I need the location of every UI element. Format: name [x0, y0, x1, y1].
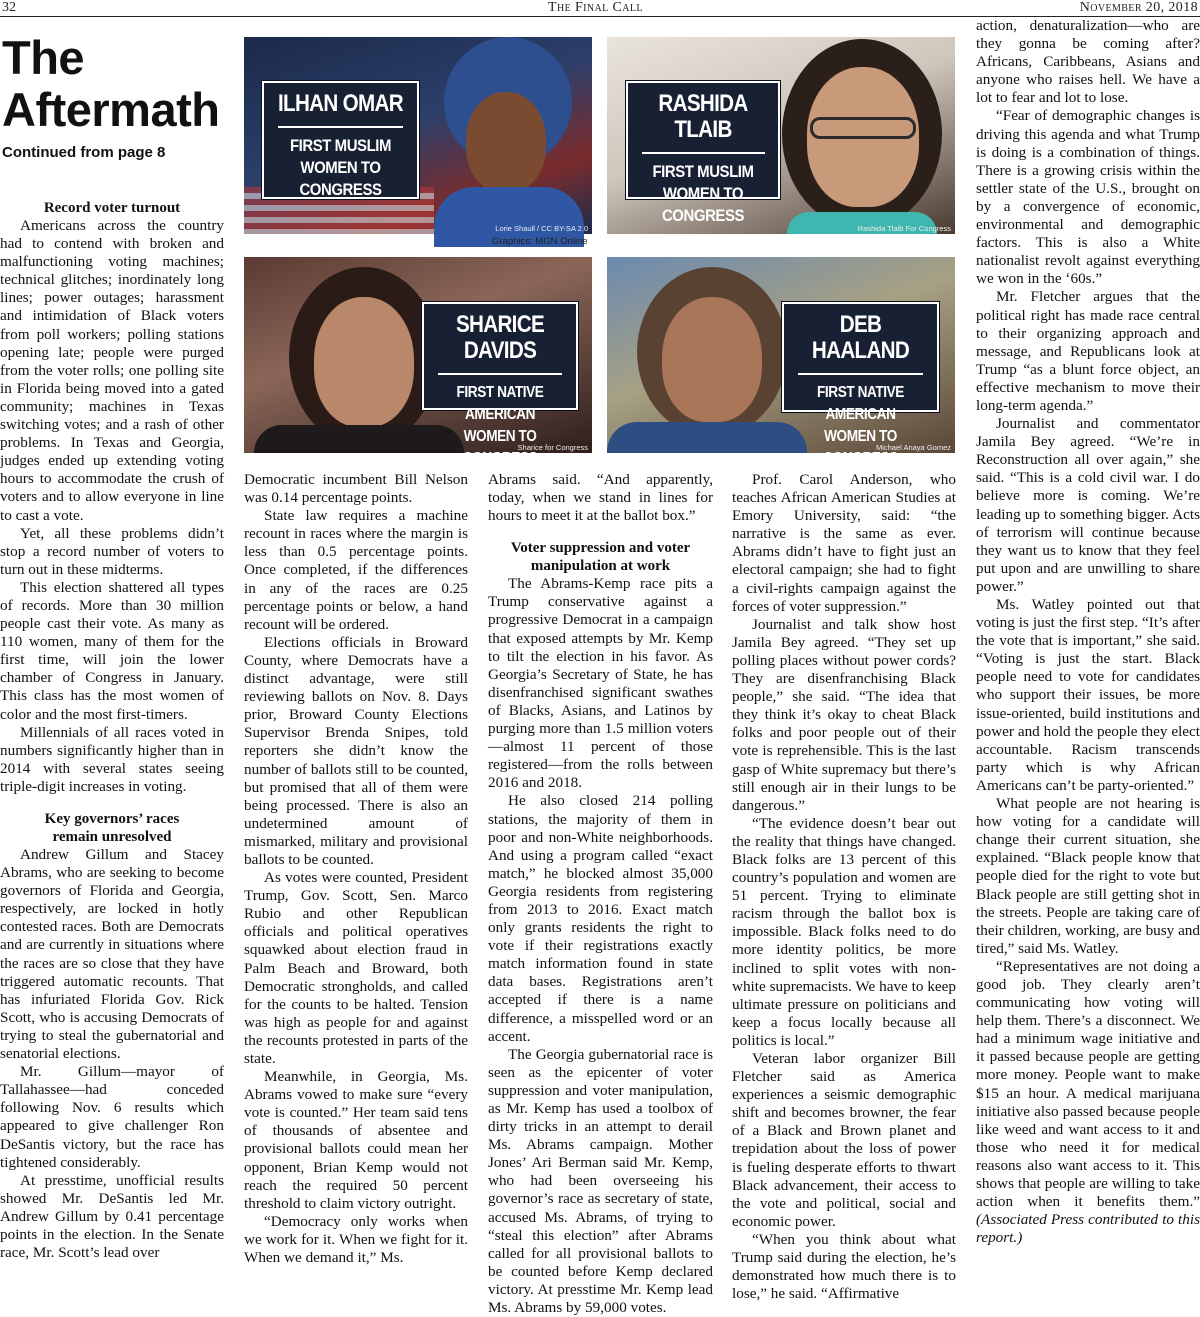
paragraph: At presstime, unofficial results showed Mr. DeSantis led Mr. Andrew Gillum by 0.41 percentage points in the election. In the Senate race, Mr. Scott’s lead over: [0, 1171, 224, 1262]
paragraph: The Georgia gubernatorial race is seen as the epicenter of voter suppression and voter manipulation, as Mr. Kemp has used a toolbox of dirty tricks in an attempt to derail Ms. Abrams campaign. Mother Jones’ Ari Berman said Mr. Kemp, who had been overseeing his governor’s race as secretary of state, accused Ms. Abrams, of trying to “steal this election” after Abrams called for all provisional ballots to be counted before Kemp declared victory. At presstime Mr. Kemp lead Ms. Abrams by 59,000 votes.: [488, 1045, 713, 1317]
headline-line-2: Aftermath: [2, 83, 220, 136]
continued-from-label: Continued from page 8: [2, 144, 166, 161]
paragraph: Millennials of all races voted in numbers significantly higher than in 2014 with several states seeing triple-digit increases in voting.: [0, 723, 224, 795]
article-column-5: [976, 17, 1200, 1298]
paragraph: Americans across the country had to contend with broken and malfunctioning voting machines; technical glitches; inordinately long lines; power outages; harassment and intimidation of Black voters from poll workers; polling stations opening late; people were purged from the voter rolls; one polling site in Florida being moved into a gated community; machines in Texas switching votes; and a rash of other problems. In Texas and Georgia, judges ended up extending voting hours to accommodate the crush of voters and to allow everyone in line to cast a vote.: [0, 217, 224, 524]
paragraph: He also closed 214 polling stations, the majority of them in poor and non-White neighborhoods. And using a program called “exact match,” he blocked almost 35,000 Georgia residents from registering from 2013 to 2016. Exact match only grants residents the right to vote if their registrations exactly match information found in state data bases. Registrations aren’t accepted if there is a name difference, a misspelled word or an accent.: [488, 792, 713, 1045]
page-header: [0, 0, 1200, 17]
subhead-voter-suppression: [488, 539, 713, 575]
paragraph: [976, 958, 1200, 1248]
paragraph: action, denaturalization—who are they gonna be coming after? Africans, Caribbeans, Asians and anyone who raises hell. We have a lot to fear and lot to lose.: [976, 17, 1200, 107]
issue-date: November 20, 2018: [1079, 0, 1198, 15]
paragraph: Elections officials in Broward County, where Democrats have a distinct advantage, were still reviewing ballots on Nov. 8. Days prior, Broward County Elections Supervisor Brenda Snipes, told reporters she didn’t know the number of ballots still to be counted, but promised that all of them were being processed. There is also an undetermined amount of mismarked, military and provisional ballots to be counted.: [244, 633, 468, 868]
subhead-record-voter-turnout: Record voter turnout: [43, 200, 181, 216]
nameplate-line-2: WOMEN TO CONGRESS: [823, 428, 898, 467]
photo-credit: Sharice for Congress: [517, 443, 588, 452]
photo-rashida-tlaib: [607, 37, 955, 234]
portrait-face: [662, 297, 762, 422]
glasses-shape: [810, 117, 916, 139]
nameplate-line-1: FIRST MUSLIM: [289, 136, 392, 155]
paragraph: As votes were counted, President Trump, Gov. Scott, Sen. Marco Rubio and other Republican officials and political operatives squawked about election fraud in Palm Beach and Broward, both Democratic strongholds, and called for the counts to be halted. Tension was high as people for and against the recounts protested in parts of the state.: [244, 869, 468, 1067]
nameplate-line-1: FIRST MUSLIM: [652, 162, 754, 181]
nameplate-name: ILHAN OMAR: [278, 90, 403, 117]
subhead-governors-races: [0, 810, 224, 846]
paragraph: “The evidence doesn’t bear out the reality that things have changed. Black folks are 13 percent of this country’s population and women are 51 percent. Trying to eliminate racism through the ballot box is impossible. Black folks need to do more identity politics, be more inclined to split votes with non-white supremacists. We have to keep ultimate pressure on politicians and keep a focus locally because all politics is local.”: [732, 814, 956, 1049]
photo-ilhan-omar: [244, 37, 592, 234]
nameplate-rule: [278, 126, 403, 128]
paragraph: Journalist and commentator Jamila Bey agreed. “We’re in Reconstruction all over again,” she said. “This is a cold civil war. I do believe more is coming. We’re leading up to something bigger. Acts of terrorism will continue because they want us to know that they feel put upon and are unwilling to share power.”: [976, 415, 1200, 595]
article-column-2: [244, 471, 468, 1298]
photo-credit: Lorie Shaull / CC BY-SA 2.0: [495, 224, 588, 233]
nameplate-tlaib: [626, 81, 780, 225]
subhead-line-1: Voter suppression and voter: [510, 540, 691, 557]
article-column-3: [488, 471, 713, 1317]
paragraph: State law requires a machine recount in races where the margin is less than 0.5 percentage points. Once completed, if the differences in any of the races are 0.25 percentage points or below, a hand recount will be ordered.: [244, 507, 468, 633]
photo-sharice-davids: [244, 257, 592, 467]
paragraph: “When you think about what Trump said during the election, he’s demonstrated how much there is to lose,” he said. “Affirmative: [732, 1230, 956, 1303]
nameplate-rule: [438, 373, 563, 375]
graphics-credit: Graphics: MGN Online: [492, 236, 588, 247]
photo-credit: Rashida Tlaib For Congress: [857, 224, 951, 233]
nameplate-line-2: WOMEN TO CONGRESS: [462, 428, 538, 467]
page-number: 32: [2, 0, 16, 15]
report-credit: (Associated Press contributed to this report.): [976, 1211, 1200, 1247]
paragraph: Mr. Gillum—mayor of Tallahassee—had conceded following Nov. 6 results which appeared to give challenger Ron DeSantis victory, but the race has tightened considerably.: [0, 1063, 224, 1171]
publication-name: The Final Call: [548, 0, 643, 15]
paragraph: This election shattered all types of records. More than 30 million people cast their vote. As many as 110 women, many of them for the first time, will join the lower chamber of Congress in January. This class has the most women of color and the most first-timers.: [0, 578, 224, 723]
paragraph-text: “Representatives are not doing a good job. They clearly aren’t communicating how voting will help them. There’s a disconnect. We had a minimum wage initiative and it passed because people are getting more money. People want to make $15 an hour. A medical marijuana initiative also passed because people like weed and want access to it and those who need it for medical reasons also want access to it. This shows that people are willing to take action when it benefits them.”: [976, 957, 1200, 1211]
paragraph: Ms. Watley pointed out that voting is just the first step. “It’s after the vote that is important,” she said. “Voting is just the start. Black people need to vote for candidates who support their issues, be more issue-oriented, build institutions and power and hold the people they elect accountable. Racism transcends party which is why African Americans can’t be party-oriented.”: [976, 596, 1200, 794]
paragraph: “Democracy only works when we work for it. When we fight for it. When we demand it,” Ms.: [244, 1212, 468, 1267]
photo-credit: Michael Anaya Gomez: [875, 443, 951, 452]
paragraph: Meanwhile, in Georgia, Ms. Abrams vowed to make sure “every vote is counted.” Her team said tens of thousands of absentee and provisional ballots could mean her opponent, Brian Kemp would not reach the required 50 percent threshold to claim victory outright.: [244, 1068, 468, 1212]
nameplate-line-1: FIRST NATIVE AMERICAN: [456, 384, 544, 423]
headline-line-1: The: [2, 31, 85, 84]
nameplate-rule: [798, 373, 923, 375]
paragraph: The Abrams-Kemp race pits a Trump conservative against a progressive Democrat in a campaign that exposed attempts by Mr. Kemp to tilt the election in his favor. As Georgia’s Secretary of State, he has disenfranchised significant swathes of Blacks, Asians, and Latinos by purging more than 1.5 million voters—almost 11 percent of those registered—from the rolls between 2016 and 2018.: [488, 575, 713, 792]
paragraph: Journalist and talk show host Jamila Bey agreed. “They set up polling places without power cords? They are disenfranchising Black people,” she said. “The idea that they think it’s okay to cheat Black folks and poor people out of their vote is reprehensible. This is the last gasp of White supremacy but there’s still enough air in their lungs to be dangerous.”: [732, 615, 956, 814]
nameplate-line-2: WOMEN TO CONGRESS: [661, 184, 745, 225]
paragraph: “Fear of demographic changes is driving this agenda and what Trump is doing is a combination of things. There is a growing crisis within the settler state of the U.S., brought on by a convergence of economic, environmental and demographic factors. This is also a White nationalist revolt against everything we won in the ‘60s.”: [976, 107, 1200, 288]
paragraph: Democratic incumbent Bill Nelson was 0.14 percentage points.: [244, 471, 468, 507]
nameplate-name: RASHIDA TLAIB: [658, 90, 748, 143]
paragraph: Yet, all these problems didn’t stop a record number of voters to turn out in these midterms.: [0, 524, 224, 578]
article-headline: [2, 32, 242, 136]
paragraph: Prof. Carol Anderson, who teaches African American Studies at Emory University, said: “the narrative is the same as ever. Abrams didn’t have to fight just an electoral campaign; she had to fight a civil-rights campaign against the forces of voter suppression.”: [732, 471, 956, 615]
article-column-1: [0, 199, 224, 1298]
subhead-line-1: Key governors’ races: [44, 811, 180, 827]
nameplate-line-2: WOMEN TO CONGRESS: [299, 158, 382, 199]
nameplate-name: SHARICE DAVIDS: [455, 311, 545, 364]
subhead-line-2: manipulation at work: [530, 558, 671, 575]
portrait-face: [314, 297, 414, 427]
article-column-4: [732, 471, 956, 1303]
paragraph: Veteran labor organizer Bill Fletcher said as America experiences a seismic demographic shift and becomes browner, the fear of a Black and Brown planet and trepidation about the loss of power is fueling desperate efforts to thwart Black advancement, their access to the vote and political, social and economic power.: [732, 1050, 956, 1230]
portrait-face: [466, 92, 546, 192]
subhead-line-2: remain unresolved: [52, 829, 172, 845]
nameplate-name: DEB HAALAND: [811, 311, 910, 364]
paragraph: Abrams said. “And apparently, today, when we stand in lines for hours to meet it at the ballot box.”: [488, 471, 713, 525]
nameplate-line-1: FIRST NATIVE AMERICAN: [817, 384, 904, 423]
paragraph: Mr. Fletcher argues that the political right has made race central to their organizing approach and message, and Republicans look at Trump “as a blunt force object, an effective mechanism to move their long-term agenda.”: [976, 288, 1200, 414]
portrait-shoulders: [607, 422, 807, 453]
nameplate-omar: [262, 81, 419, 199]
photo-deb-haaland: [607, 257, 955, 467]
paragraph: What people are not hearing is how voting for a candidate will change their current situation, she explained. “Black people know that people died for the right to vote but Black people are still getting shot in the streets. People are taking care of their children, working, are busy and tired,” said Ms. Watley.: [976, 795, 1200, 957]
nameplate-rule: [642, 152, 765, 154]
paragraph: Andrew Gillum and Stacey Abrams, who are seeking to become governors of Florida and Georgia, respectively, are locked in hotly contested races. Both are Democrats and are currently in situations where the races are so close that they have triggered automatic recounts. That has infuriated Florida Gov. Rick Scott, who is accusing Democrats of trying to steal the gubernatorial and senatorial elections.: [0, 846, 224, 1063]
